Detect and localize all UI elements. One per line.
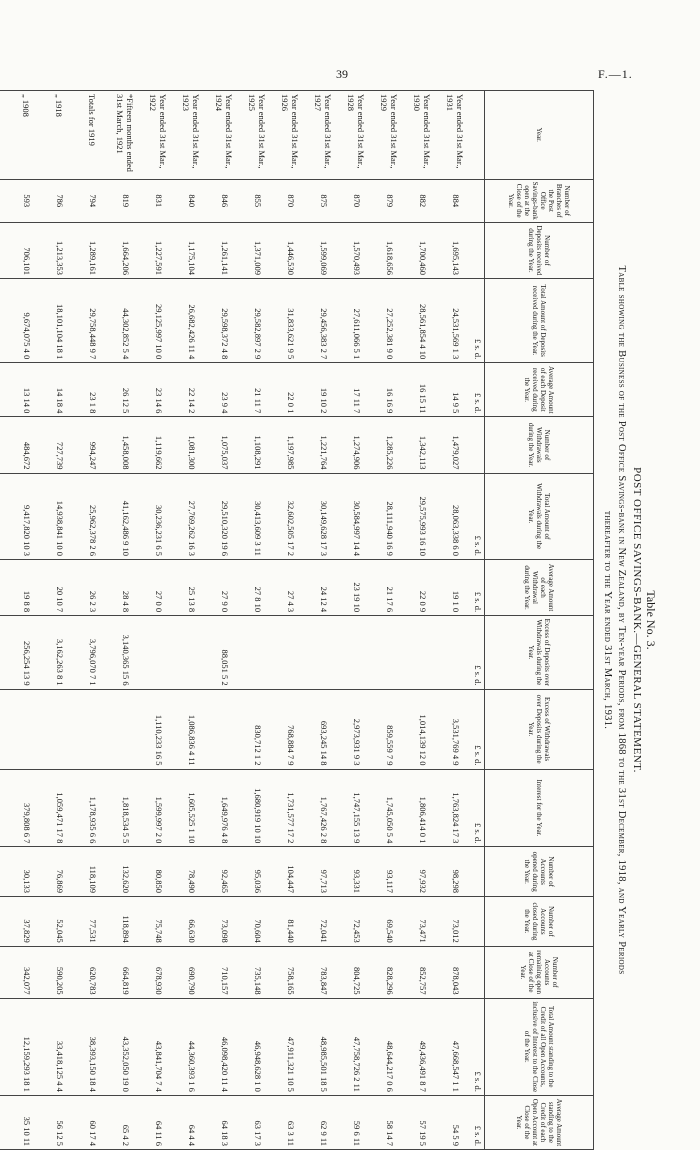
table-cell: 47,911,321 10 5 <box>274 998 307 1095</box>
table-cell: 1,664,206 <box>109 222 142 278</box>
table-cell: 69,540 <box>373 897 406 947</box>
table-cell: 29,510,320 19 6 <box>208 473 241 559</box>
table-cell: 80,850 <box>142 847 175 897</box>
table-cell: 63 3 11 <box>274 1095 307 1149</box>
table-cell: 379,808 6 7 <box>10 769 43 847</box>
table-row <box>241 91 274 1150</box>
table-cell: 29,456,383 2 7 <box>307 279 340 363</box>
table-cell: 72,041 <box>307 897 340 947</box>
table-row <box>175 91 208 1150</box>
table-row <box>373 91 406 1150</box>
table-cell <box>0 616 10 689</box>
unit-cell: £ s. d. <box>472 473 485 559</box>
row-label: Year ended 31st Mar., 1931 <box>439 91 472 180</box>
table-cell: 30,236,231 6 5 <box>142 473 175 559</box>
table-cell: 3,162,263 8 1 <box>43 616 76 689</box>
table-cell: 840 <box>175 179 208 222</box>
table-cell: 63 17 3 <box>241 1095 274 1149</box>
unit-cell <box>472 179 485 222</box>
table-cell: 831 <box>142 179 175 222</box>
table-cell: 24 12 4 <box>307 559 340 615</box>
table-cell: 29,582,897 2 9 <box>241 279 274 363</box>
column-header: Average Amount of each Deposit received during the Year. <box>485 363 594 417</box>
table-cell: 804,725 <box>340 946 373 998</box>
table-cell: 1,110,233 16 5 <box>142 689 175 769</box>
table-cell: 1,274,906 <box>340 417 373 473</box>
table-cell: 23 9 4 <box>208 363 241 417</box>
table-cell: 706,101 <box>10 222 43 278</box>
table-cell: 13 14 0 <box>10 363 43 417</box>
table-cell: 118,894 <box>109 897 142 947</box>
table-cell: 870 <box>340 179 373 222</box>
table-cell: 1,599,997 2 0 <box>142 769 175 847</box>
table-cell: 1,175,104 <box>175 222 208 278</box>
table-title-continued: thereafter to the Year ended 31st March, 1931. <box>602 510 613 730</box>
table-cell <box>340 616 373 689</box>
unit-cell: £ s. d. <box>472 1095 485 1149</box>
table-cell: 29,125,997 10 0 <box>142 279 175 363</box>
table-cell <box>274 616 307 689</box>
table-cell <box>307 616 340 689</box>
table-cell: 23 19 10 <box>340 559 373 615</box>
table-cell: 620,783 <box>76 946 109 998</box>
table-cell <box>0 897 10 947</box>
table-cell: 58 14 7 <box>373 1095 406 1149</box>
column-header: Number of Deposits received during the Year. <box>485 222 594 278</box>
column-header: Excess of Withdrawals over Deposits during the Year. <box>485 689 594 769</box>
column-header: Total Amount standing to the Credit of all Open Accounts, inclusive of Interest to the Close of the Year. <box>485 998 594 1095</box>
table-cell: 1,371,009 <box>241 222 274 278</box>
unit-cell: £ s. d. <box>472 998 485 1095</box>
table-cell: 46,948,628 1 0 <box>241 998 274 1095</box>
table-cell: 879 <box>373 179 406 222</box>
table-cell: 73,012 <box>439 897 472 947</box>
unit-cell <box>472 222 485 278</box>
column-header: Number of Accounts closed during the Year. <box>485 897 594 947</box>
table-cell <box>373 616 406 689</box>
table-cell: 12,159,293 18 1 <box>10 998 43 1095</box>
table-cell: 1,479,027 <box>439 417 472 473</box>
table-cell: 27 9 0 <box>208 559 241 615</box>
table-cell: 29,598,372 4 8 <box>208 279 241 363</box>
table-title: Table showing the Business of the Post Office Savings-bank in New Zealand, by Ten-year Periods, from 1868 to the 31st December, 1918, and Yearly Periods <box>616 265 627 975</box>
table-cell: 88,051 5 2 <box>208 616 241 689</box>
unit-cell <box>472 946 485 998</box>
table-cell: 17 11 7 <box>340 363 373 417</box>
table-row <box>43 91 76 1150</box>
unit-cell: £ s. d. <box>472 279 485 363</box>
table-cell: 81,440 <box>274 897 307 947</box>
row-label: „ 1908 <box>10 91 43 180</box>
table-cell: 1,119,662 <box>142 417 175 473</box>
table-cell: 593 <box>10 179 43 222</box>
column-header: Year. <box>485 91 594 180</box>
table-cell: 994,247 <box>76 417 109 473</box>
table-cell <box>0 559 10 615</box>
table-cell <box>0 1095 10 1149</box>
table-subtitle: POST OFFICE SAVINGS-BANK.—GENERAL STATEMENT. <box>631 467 643 773</box>
table-cell: 16 15 11 <box>406 363 439 417</box>
table-cell: 884 <box>439 179 472 222</box>
table-cell <box>439 616 472 689</box>
table-cell: 794 <box>76 179 109 222</box>
table-cell: 75,748 <box>142 897 175 947</box>
table-cell: 1,059,471 17 8 <box>43 769 76 847</box>
table-cell: 1,342,113 <box>406 417 439 473</box>
table-cell: 118,109 <box>76 847 109 897</box>
table-cell: 1,806,414 0 1 <box>406 769 439 847</box>
table-cell: 26 12 5 <box>109 363 142 417</box>
table-cell: 1,747,155 13 9 <box>340 769 373 847</box>
table-cell: 73,098 <box>208 897 241 947</box>
table-cell: 38,393,150 18 4 <box>76 998 109 1095</box>
column-header: Interest for the Year. <box>485 769 594 847</box>
table-cell <box>175 616 208 689</box>
table-cell: 783,847 <box>307 946 340 998</box>
column-header: Number of Branches of the Post Office Savings-bank open at the Close of the Year. <box>485 179 594 222</box>
table-cell: 22 0 1 <box>274 363 307 417</box>
table-cell: 1,763,824 17 3 <box>439 769 472 847</box>
table-cell: 48,985,501 18 5 <box>307 998 340 1095</box>
table-cell: 710,157 <box>208 946 241 998</box>
table-cell: 1,649,976 4 8 <box>208 769 241 847</box>
unit-cell <box>472 417 485 473</box>
table-cell: 3,796,070 7 1 <box>76 616 109 689</box>
row-label: Year ended 31st Mar., 1923 <box>175 91 208 180</box>
table-cell: 1,818,534 5 5 <box>109 769 142 847</box>
table-cell: 52,045 <box>43 897 76 947</box>
table-cell: 3,140,365 15 6 <box>109 616 142 689</box>
table-cell: 73,471 <box>406 897 439 947</box>
table-cell: 46,098,420 11 4 <box>208 998 241 1095</box>
table-cell: 1,767,426 2 8 <box>307 769 340 847</box>
table-cell: 30,149,628 17 3 <box>307 473 340 559</box>
table-cell: 1,605,525 1 10 <box>175 769 208 847</box>
unit-cell <box>472 91 485 180</box>
table-cell: 1,108,291 <box>241 417 274 473</box>
table-cell: 47,668,547 1 1 <box>439 998 472 1095</box>
table-cell: 27,252,381 9 0 <box>373 279 406 363</box>
table-cell: 29,758,448 9 7 <box>76 279 109 363</box>
table-cell: 1,227,591 <box>142 222 175 278</box>
table-cell: 23 14 6 <box>142 363 175 417</box>
table-cell <box>0 847 10 897</box>
table-cell: 30,584,997 14 4 <box>340 473 373 559</box>
column-header: Average Amount of each Withdrawal during the Year. <box>485 559 594 615</box>
table-cell: 97,932 <box>406 847 439 897</box>
table-cell: 65 4 2 <box>109 1095 142 1149</box>
table-cell: 28 4 8 <box>109 559 142 615</box>
table-cell: 28,063,338 6 0 <box>439 473 472 559</box>
table-cell: 93,117 <box>373 847 406 897</box>
table-cell: 1,178,935 6 6 <box>76 769 109 847</box>
table-cell: 57 19 5 <box>406 1095 439 1149</box>
table-cell: 14,938,841 10 0 <box>43 473 76 559</box>
table-cell: 59 6 11 <box>340 1095 373 1149</box>
table-cell: 66,630 <box>175 897 208 947</box>
table-cell: 1,458,008 <box>109 417 142 473</box>
row-label: Year ended 31st Mar., 1927 <box>307 91 340 180</box>
table-cell: 44,302,852 5 4 <box>109 279 142 363</box>
table-cell: 1,289,161 <box>76 222 109 278</box>
table-cell: 21 11 7 <box>241 363 274 417</box>
table-cell: 855 <box>241 179 274 222</box>
table-cell: 104,447 <box>274 847 307 897</box>
table-row <box>0 91 10 1150</box>
table-cell <box>208 689 241 769</box>
table-cell: 22 0 9 <box>406 559 439 615</box>
column-header: Number of Withdrawals during the Year. <box>485 417 594 473</box>
column-header: Total Amount of Deposits received during the Year. <box>485 279 594 363</box>
table-cell: 690,790 <box>175 946 208 998</box>
table-cell <box>76 689 109 769</box>
table-cell: 30,413,609 3 11 <box>241 473 274 559</box>
table-cell: 870 <box>274 179 307 222</box>
column-header: Excess of Deposits over Withdrawals during the Year. <box>485 616 594 689</box>
table-cell: 1,081,300 <box>175 417 208 473</box>
table-cell: 26 2 3 <box>76 559 109 615</box>
table-cell: 23 1 8 <box>76 363 109 417</box>
table-cell: 64 18 3 <box>208 1095 241 1149</box>
table-cell <box>142 616 175 689</box>
table-cell: 78,490 <box>175 847 208 897</box>
row-label: Year ended 31st Mar., 1928 <box>340 91 373 180</box>
table-cell: 859,559 7 9 <box>373 689 406 769</box>
table-cell: 342,077 <box>10 946 43 998</box>
table-cell: 22 14 2 <box>175 363 208 417</box>
table-cell: 882 <box>406 179 439 222</box>
unit-cell: £ s. d. <box>472 559 485 615</box>
table-cell: 1,618,656 <box>373 222 406 278</box>
table-cell: 484,672 <box>10 417 43 473</box>
table-cell: 29,575,993 16 10 <box>406 473 439 559</box>
table-row <box>274 91 307 1150</box>
table-number: Table No. 3. <box>644 590 658 650</box>
table-cell: 14 9 5 <box>439 363 472 417</box>
table-cell: 830,712 1 2 <box>241 689 274 769</box>
savings-bank-table <box>0 90 594 1150</box>
table-cell: 28,111,940 16 9 <box>373 473 406 559</box>
table-cell: 19 1 0 <box>439 559 472 615</box>
table-cell: 37,829 <box>10 897 43 947</box>
table-cell: 132,620 <box>109 847 142 897</box>
table-cell: 1,261,141 <box>208 222 241 278</box>
table-cell: 60 17 4 <box>76 1095 109 1149</box>
table-row <box>439 91 472 1150</box>
table-cell: 41,162,486 9 10 <box>109 473 142 559</box>
table-cell: 1,700,460 <box>406 222 439 278</box>
table-cell <box>0 222 10 278</box>
table-cell: 9,417,820 10 3 <box>10 473 43 559</box>
table-cell: 47,758,726 2 11 <box>340 998 373 1095</box>
table-cell: 768,884 7 9 <box>274 689 307 769</box>
table-cell: 26,682,426 11 4 <box>175 279 208 363</box>
rotated-table-page <box>20 90 660 1150</box>
table-cell: 20 10 7 <box>43 559 76 615</box>
table-cell <box>10 689 43 769</box>
table-cell <box>0 689 10 769</box>
table-cell: 64 11 6 <box>142 1095 175 1149</box>
table-cell: 70,604 <box>241 897 274 947</box>
column-header: Number of Accounts remaining open at Close of the Year. <box>485 946 594 998</box>
table-row <box>76 91 109 1150</box>
table-cell: 1,213,353 <box>43 222 76 278</box>
row-label: Year ended 31st Mar., 1922 <box>142 91 175 180</box>
table-cell: 93,331 <box>340 847 373 897</box>
unit-cell <box>472 847 485 897</box>
table-cell: 18,101,104 18 1 <box>43 279 76 363</box>
table-cell <box>43 689 76 769</box>
table-cell: 758,165 <box>274 946 307 998</box>
table-cell: 786 <box>43 179 76 222</box>
units-row <box>472 91 485 1150</box>
table-cell <box>0 179 10 222</box>
table-cell: 72,453 <box>340 897 373 947</box>
table-cell: 878,043 <box>439 946 472 998</box>
table-cell: 32,602,505 17 2 <box>274 473 307 559</box>
unit-cell: £ s. d. <box>472 689 485 769</box>
table-cell <box>0 769 10 847</box>
table-cell: 76,869 <box>43 847 76 897</box>
table-row <box>142 91 175 1150</box>
table-cell: 24,531,569 1 3 <box>439 279 472 363</box>
row-label: Totals for 1919 <box>76 91 109 180</box>
table-cell <box>0 998 10 1095</box>
table-row <box>340 91 373 1150</box>
table-cell: 256,254 13 9 <box>10 616 43 689</box>
table-cell: 27 4 3 <box>274 559 307 615</box>
table-cell: 590,205 <box>43 946 76 998</box>
table-cell: 44,360,393 1 6 <box>175 998 208 1095</box>
table-cell: 1,086,836 4 11 <box>175 689 208 769</box>
column-header: Number of Accounts opened during the Year. <box>485 847 594 897</box>
table-cell: 31,833,621 9 5 <box>274 279 307 363</box>
table-cell <box>109 689 142 769</box>
table-cell: 97,713 <box>307 847 340 897</box>
table-cell <box>0 279 10 363</box>
table-cell: 852,757 <box>406 946 439 998</box>
table-cell: 735,148 <box>241 946 274 998</box>
unit-cell: £ s. d. <box>472 769 485 847</box>
table-cell: 54 5 9 <box>439 1095 472 1149</box>
table-cell: 64 4 4 <box>175 1095 208 1149</box>
table-cell: 33,418,125 4 4 <box>43 998 76 1095</box>
table-row <box>307 91 340 1150</box>
table-cell: 1,285,226 <box>373 417 406 473</box>
table-cell: 819 <box>109 179 142 222</box>
table-body <box>0 91 485 1150</box>
table-cell: 56 12 5 <box>43 1095 76 1149</box>
table-cell: 678,930 <box>142 946 175 998</box>
column-header: Total Amount of Withdrawals during the Year. <box>485 473 594 559</box>
row-label: Year ended 31st Mar., 1926 <box>274 91 307 180</box>
table-cell: 1,570,493 <box>340 222 373 278</box>
table-cell: 43,352,050 19 0 <box>109 998 142 1095</box>
table-cell: 1,695,143 <box>439 222 472 278</box>
table-cell: 1,075,037 <box>208 417 241 473</box>
table-cell: 27 0 0 <box>142 559 175 615</box>
table-cell: 27,769,262 16 3 <box>175 473 208 559</box>
page-number: 39 <box>336 67 348 81</box>
table-cell: 9,674,075 4 0 <box>10 279 43 363</box>
row-label: Year ended 31st Mar., 1929 <box>373 91 406 180</box>
table-cell <box>0 946 10 998</box>
table-cell <box>0 417 10 473</box>
table-cell <box>241 616 274 689</box>
table-cell: 19 10 2 <box>307 363 340 417</box>
row-label: Year ended 31st Mar., 1924 <box>208 91 241 180</box>
table-cell <box>0 363 10 417</box>
table-cell <box>0 473 10 559</box>
table-cell: 1,221,764 <box>307 417 340 473</box>
table-cell: 27,611,066 5 1 <box>340 279 373 363</box>
table-cell: 21 17 6 <box>373 559 406 615</box>
table-row <box>10 91 43 1150</box>
table-cell: 875 <box>307 179 340 222</box>
table-cell: 14 18 4 <box>43 363 76 417</box>
column-header: Average Amount standing to the Credit of each Open Account at Close of the Year. <box>485 1095 594 1149</box>
table-cell: 92,465 <box>208 847 241 897</box>
table-cell: 48,644,217 0 6 <box>373 998 406 1095</box>
table-cell: 27 8 10 <box>241 559 274 615</box>
table-cell: 1,731,577 17 2 <box>274 769 307 847</box>
table-cell: 35 10 11 <box>10 1095 43 1149</box>
table-cell: 1,446,530 <box>274 222 307 278</box>
table-cell: 43,841,704 7 4 <box>142 998 175 1095</box>
row-label: Year ended 31st Mar., 1925 <box>241 91 274 180</box>
table-cell: 25 13 8 <box>175 559 208 615</box>
table-cell: 1,680,919 10 10 <box>241 769 274 847</box>
row-label: *Fifteen months ended 31st March, 1921 <box>109 91 142 180</box>
table-cell: 3,531,769 4 9 <box>439 689 472 769</box>
table-row <box>208 91 241 1150</box>
table-cell: 25,962,378 2 6 <box>76 473 109 559</box>
table-cell: 828,296 <box>373 946 406 998</box>
table-row <box>406 91 439 1150</box>
table-cell: 98,298 <box>439 847 472 897</box>
unit-cell: £ s. d. <box>472 363 485 417</box>
unit-cell: £ s. d. <box>472 616 485 689</box>
table-cell: 95,036 <box>241 847 274 897</box>
table-cell: 19 8 8 <box>10 559 43 615</box>
table-cell: 2,973,931 9 3 <box>340 689 373 769</box>
unit-cell <box>472 897 485 947</box>
table-cell: 693,245 14 8 <box>307 689 340 769</box>
table-cell: 30,133 <box>10 847 43 897</box>
table-cell: 49,436,491 8 7 <box>406 998 439 1095</box>
table-cell: 16 16 9 <box>373 363 406 417</box>
header-row <box>485 91 594 1150</box>
table-cell: 1,014,139 12 0 <box>406 689 439 769</box>
table-cell: 77,531 <box>76 897 109 947</box>
row-label <box>0 91 10 180</box>
table-cell: 1,197,985 <box>274 417 307 473</box>
row-label: „ 1918 <box>43 91 76 180</box>
table-cell: 28,561,854 4 10 <box>406 279 439 363</box>
row-label: Year ended 31st Mar., 1930 <box>406 91 439 180</box>
table-cell: 1,599,069 <box>307 222 340 278</box>
table-cell: 727,739 <box>43 417 76 473</box>
table-cell <box>406 616 439 689</box>
table-row <box>109 91 142 1150</box>
table-cell: 846 <box>208 179 241 222</box>
table-cell: 62 9 11 <box>307 1095 340 1149</box>
table-cell: 1,745,050 5 4 <box>373 769 406 847</box>
table-cell: 664,819 <box>109 946 142 998</box>
page-reference: F.—1. <box>598 67 633 81</box>
